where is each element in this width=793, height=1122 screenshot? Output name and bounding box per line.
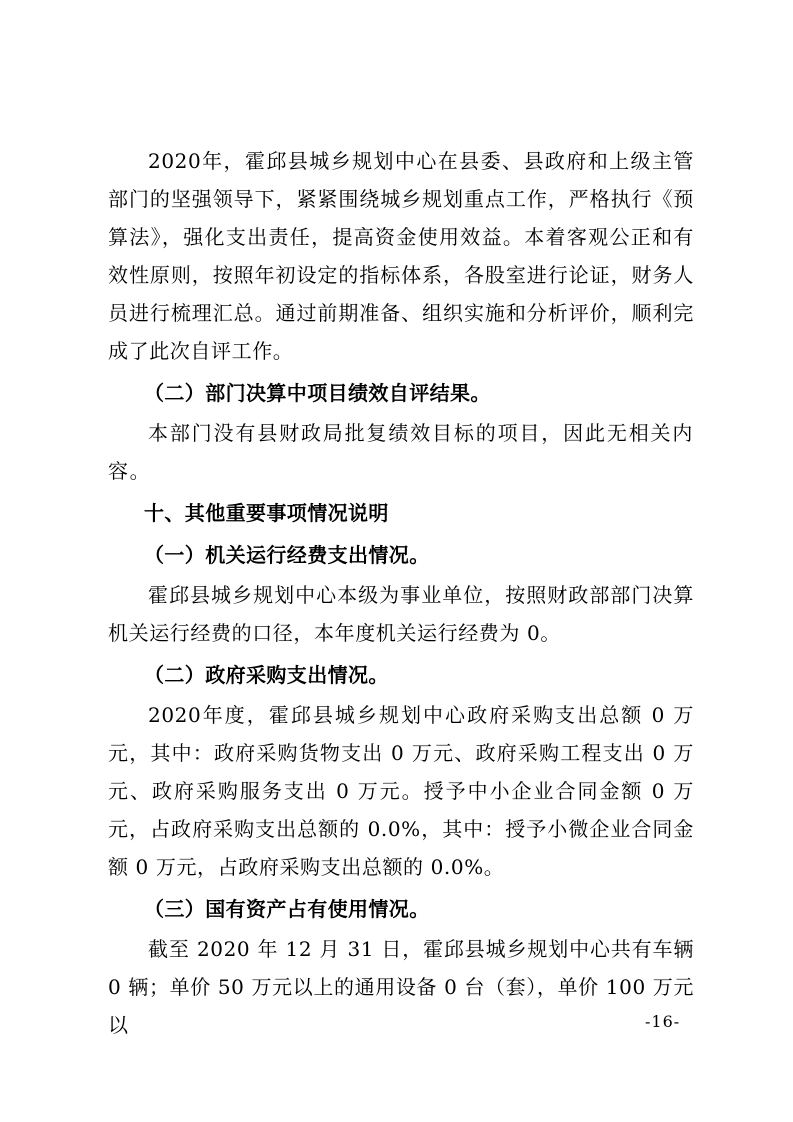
- intro-paragraph: 2020年，霍邱县城乡规划中心在县委、县政府和上级主管部门的坚强领导下，紧紧围绕城乡规划重点工作，严格执行《预算法》，强化支出责任，提高资金使用效益。本着客观公正和有效性原则，按照年初设定的指标体系，各股室进行论证，财务人员进行梳理汇总。通过前期准备、组织实施和分析评价，顺利完成了此次自评工作。: [108, 149, 694, 363]
- project-performance-paragraph: 本部门没有县财政局批复绩效目标的项目，因此无相关内容。: [108, 421, 694, 483]
- state-assets-paragraph: 截至 2020 年 12 月 31 日，霍邱县城乡规划中心共有车辆 0 辆；单价 50 万元以上的通用设备 0 台（套），单价 100 万元以: [108, 937, 694, 1037]
- section-heading-project-performance: （二）部门决算中项目绩效自评结果。: [144, 381, 491, 405]
- document-page: [108, 142, 694, 1044]
- section-heading-state-assets: （三）国有资产占有使用情况。: [144, 897, 430, 921]
- section-heading-operating-expenses: （一）机关运行经费支出情况。: [144, 543, 430, 567]
- section-heading-government-procurement: （二）政府采购支出情况。: [144, 663, 389, 687]
- government-procurement-paragraph: 2020年度，霍邱县城乡规划中心政府采购支出总额 0 万元，其中：政府采购货物支出 0 万元、政府采购工程支出 0 万元、政府采购服务支出 0 万元。授予中小企业合同金额 0 万元，占政府采购支出总额的 0.0%，其中：授予小微企业合同金额 0 万元，占政府采购支出总额的 0.0%。: [108, 703, 694, 879]
- section-heading-other-matters: 十、其他重要事项情况说明: [144, 501, 389, 525]
- page-number: -16-: [645, 1012, 681, 1031]
- operating-expenses-paragraph: 霍邱县城乡规划中心本级为事业单位，按照财政部部门决算机关运行经费的口径，本年度机关运行经费为 0。: [108, 583, 694, 645]
